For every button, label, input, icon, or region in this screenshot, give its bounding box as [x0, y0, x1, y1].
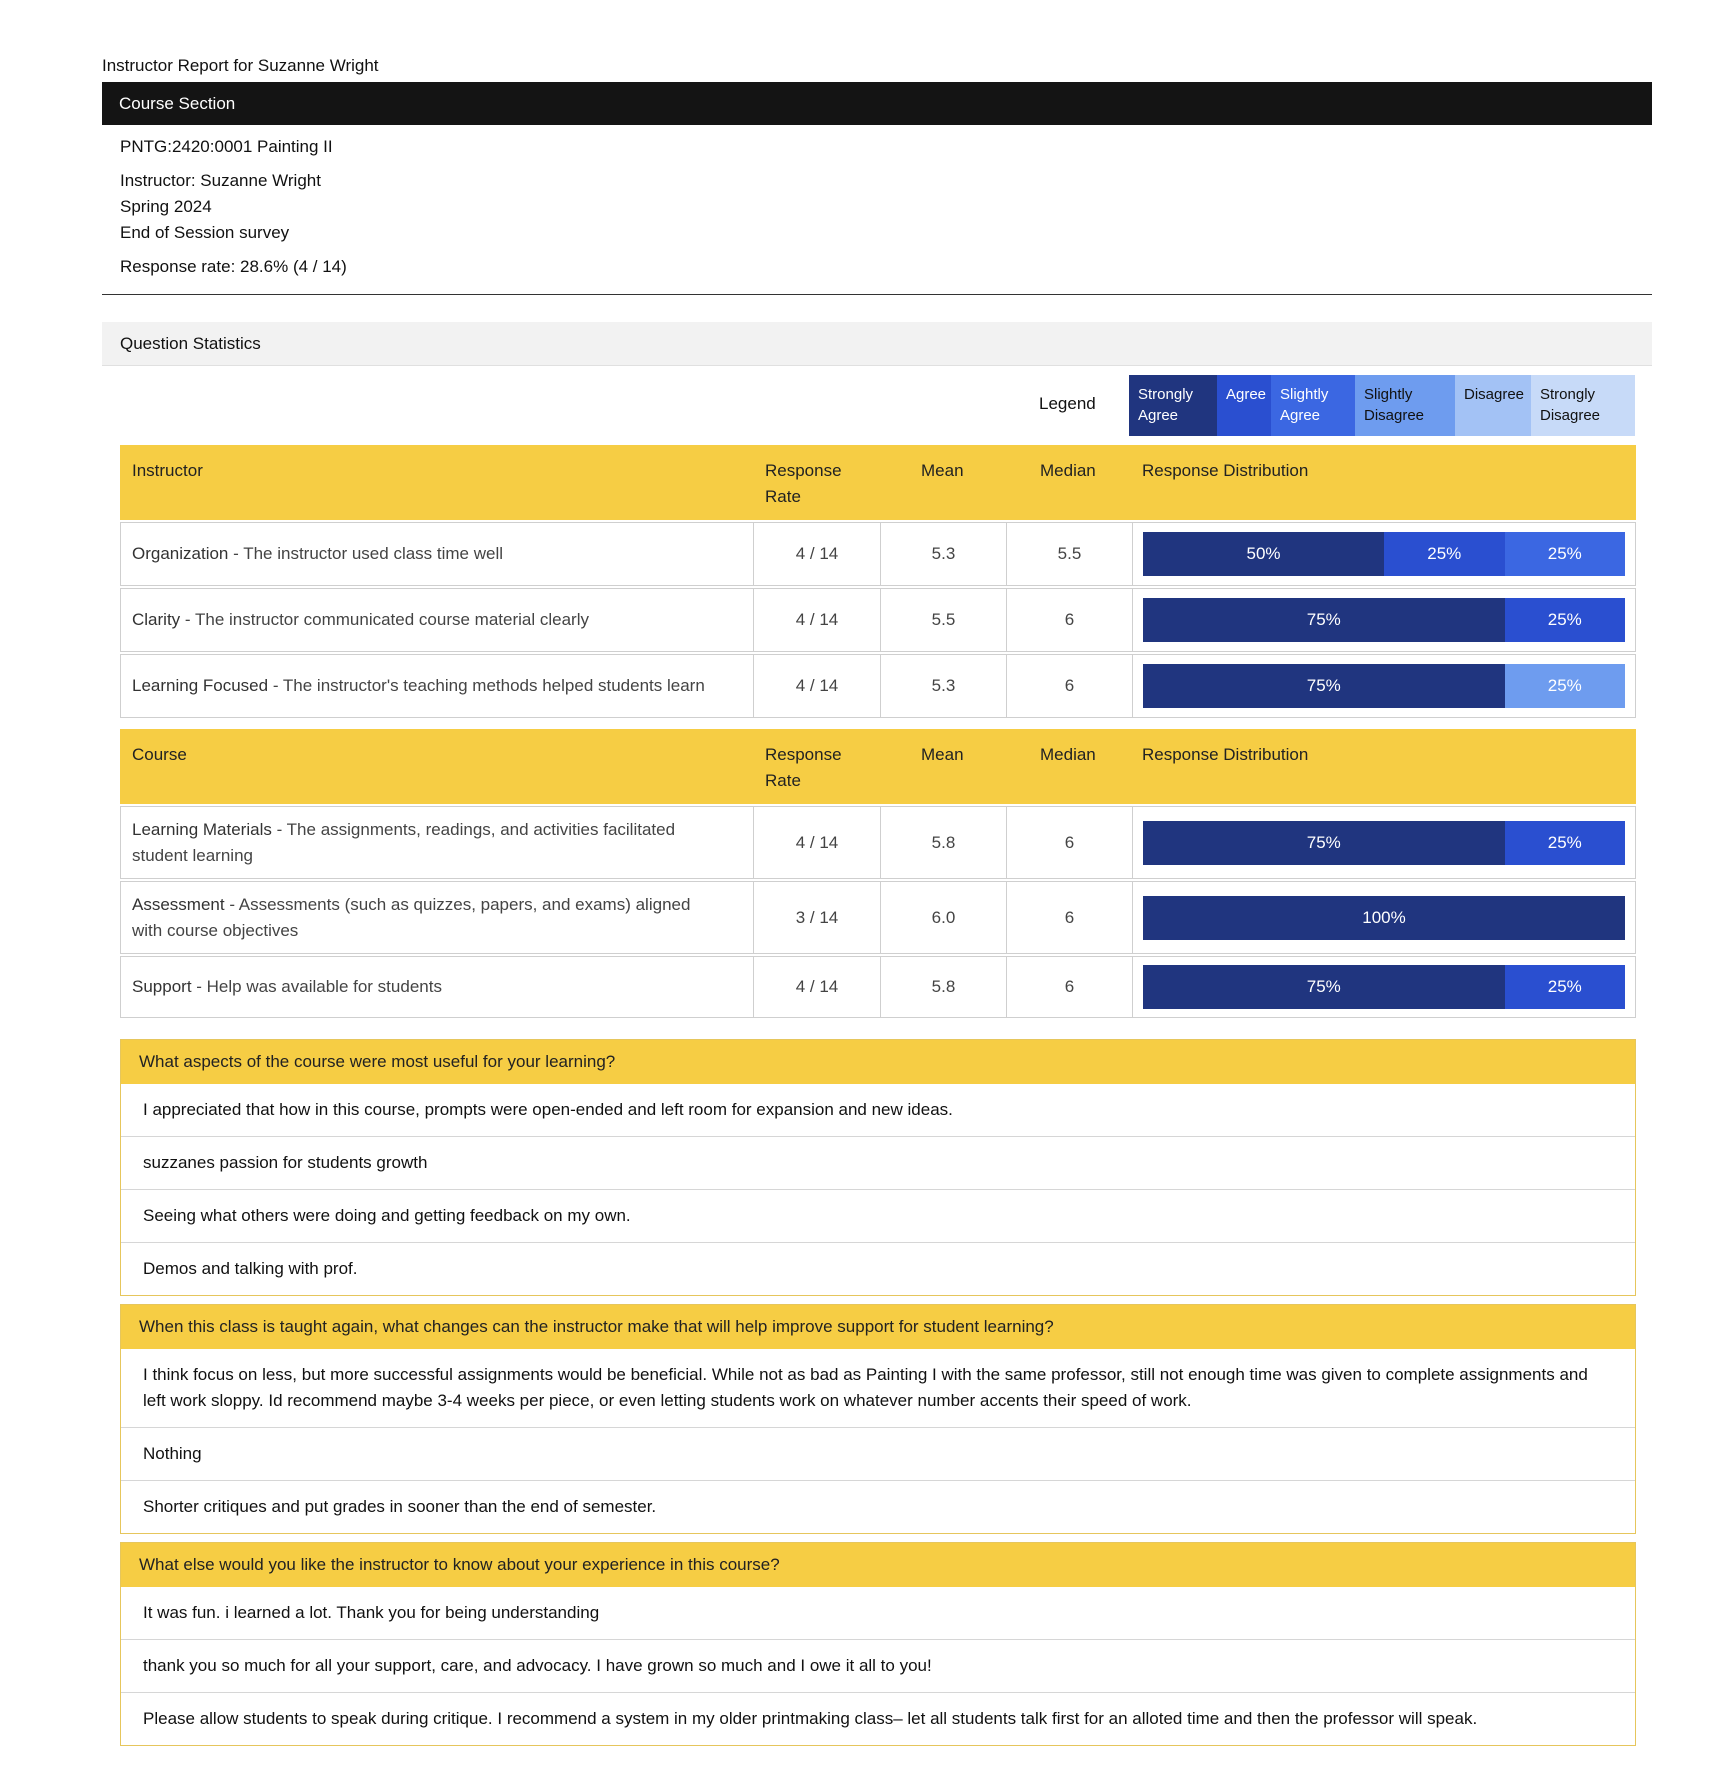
open-ended-response: Please allow students to speak during critique. I recommend a system in my older printmaking class– let all students talk first for an alloted time and then the professor will speak. — [121, 1692, 1635, 1745]
question-text — [132, 974, 442, 1000]
distribution-segment: 75% — [1143, 598, 1505, 642]
distribution-bar — [1143, 896, 1625, 940]
distribution-bar — [1143, 664, 1625, 708]
open-ended-question — [120, 1542, 1636, 1746]
open-ended-response: Seeing what others were doing and getting feedback on my own. — [121, 1189, 1635, 1242]
question-cell — [121, 957, 754, 1017]
column-header-line: Rate — [765, 771, 801, 790]
distribution-bar — [1143, 821, 1625, 865]
question-text — [132, 817, 722, 869]
divider — [102, 294, 1652, 295]
question-label: Learning Materials — [132, 819, 272, 839]
table-row — [120, 588, 1636, 652]
distribution-cell — [1133, 882, 1635, 953]
distribution-bar — [1143, 598, 1625, 642]
open-ended-response: It was fun. i learned a lot. Thank you for being understanding — [143, 1603, 600, 1622]
legend-item — [1217, 375, 1271, 436]
legend-item-label: Disagree — [1540, 407, 1601, 424]
distribution-segment: 25% — [1505, 598, 1626, 642]
question-separator: - — [228, 544, 244, 563]
legend-item — [1129, 375, 1217, 436]
distribution-segment: 100% — [1143, 896, 1625, 940]
open-ended-question — [120, 1304, 1636, 1534]
legend-item-label: Strongly — [1540, 386, 1596, 403]
column-header-line: Response — [765, 745, 842, 764]
question-label: Clarity — [132, 610, 181, 629]
course-section-header: Course Section — [102, 82, 1652, 125]
open-ended-response: thank you so much for all your support, care, and advocacy. I have grown so much and I owe it all to you! — [121, 1639, 1635, 1692]
table-header — [120, 729, 1636, 804]
open-ended-question-title: When this class is taught again, what changes can the instructor make that will help improve support for student learning? — [121, 1305, 1635, 1349]
question-separator: - — [191, 977, 207, 996]
mean-cell: 5.3 — [881, 523, 1007, 585]
question-cell — [121, 807, 754, 878]
table-row — [120, 881, 1636, 954]
open-ended-question — [120, 1039, 1636, 1296]
column-header-distribution: Response Distribution — [1142, 745, 1309, 764]
table-row — [120, 956, 1636, 1018]
table-row — [120, 806, 1636, 879]
open-ended-response: Shorter critiques and put grades in sooner than the end of semester. — [121, 1480, 1635, 1533]
response-rate: Response rate: 28.6% (4 / 14) — [120, 257, 347, 276]
column-header-mean: Mean — [921, 461, 964, 480]
open-ended-response: Demos and talking with prof. — [121, 1242, 1635, 1295]
term: Spring 2024 — [120, 197, 212, 216]
legend-item — [1271, 375, 1355, 436]
question-cell — [121, 882, 754, 953]
question-cell — [121, 523, 754, 585]
response-rate-cell: 3 / 14 — [754, 882, 881, 953]
question-label: Assessment — [132, 894, 225, 914]
mean-cell: 5.3 — [881, 655, 1007, 717]
question-label: Organization — [132, 544, 229, 563]
question-cell — [121, 589, 754, 651]
column-header-response-rate — [765, 458, 842, 510]
distribution-bar — [1143, 532, 1625, 576]
legend-item-label: Strongly — [1138, 386, 1194, 403]
distribution-segment: 75% — [1143, 965, 1505, 1009]
stats-table-instructor — [120, 445, 1636, 718]
question-label: Support — [132, 977, 192, 996]
column-header-mean: Mean — [921, 745, 964, 764]
open-ended-response: I think focus on less, but more successful assignments would be beneficial. While not as bad as Painting I with the same professor, still not enough time was given to complete assignments and left work sloppy. Id recommend maybe 3-4 weeks per piece, or even letting students work on whatever number accents their speed of work. — [143, 1365, 1588, 1410]
mean-cell: 5.8 — [881, 957, 1007, 1017]
question-text — [132, 892, 722, 944]
mean-cell: 6.0 — [881, 882, 1007, 953]
distribution-cell — [1133, 589, 1635, 651]
report-title: Instructor Report for Suzanne Wright — [102, 56, 379, 75]
stats-table-course — [120, 729, 1636, 1018]
response-rate-cell: 4 / 14 — [754, 957, 881, 1017]
column-header-question: Instructor — [132, 461, 203, 480]
question-separator: - — [224, 894, 239, 914]
legend-item-label: Disagree — [1364, 407, 1425, 424]
table-row — [120, 522, 1636, 586]
course-name: PNTG:2420:0001 Painting II — [120, 137, 333, 156]
question-separator: - — [180, 610, 195, 629]
distribution-cell — [1133, 807, 1635, 878]
legend-item — [1531, 375, 1635, 436]
legend-item-label: Disagree — [1464, 386, 1525, 403]
distribution-segment: 25% — [1505, 664, 1626, 708]
question-description: The instructor used class time well — [243, 544, 504, 563]
column-header-line: Rate — [765, 487, 801, 506]
legend-item-label: Slightly — [1364, 386, 1413, 403]
column-header-distribution: Response Distribution — [1142, 461, 1309, 480]
column-header-line: Response — [765, 461, 842, 480]
legend-item-label: Agree — [1226, 386, 1267, 403]
legend-item — [1455, 375, 1531, 436]
legend-label: Legend — [1039, 394, 1096, 413]
column-header-median: Median — [1040, 745, 1096, 764]
question-text — [132, 607, 589, 633]
column-header-question: Course — [132, 745, 187, 764]
question-description: The instructor's teaching methods helped students learn — [282, 676, 705, 695]
distribution-cell — [1133, 957, 1635, 1017]
legend-item-label: Slightly — [1280, 386, 1329, 403]
question-description: Assessments (such as quizzes, papers, and exams) aligned with course objectives — [132, 894, 691, 940]
open-ended-response: suzzanes passion for students growth — [121, 1136, 1635, 1189]
open-ended-response: I appreciated that how in this course, prompts were open-ended and left room for expansion and new ideas. — [143, 1100, 953, 1119]
median-cell: 6 — [1007, 655, 1133, 717]
distribution-segment: 25% — [1505, 532, 1626, 576]
median-cell: 6 — [1007, 882, 1133, 953]
response-rate-cell: 4 / 14 — [754, 655, 881, 717]
legend-item-label: Agree — [1138, 407, 1179, 424]
distribution-segment: 75% — [1143, 821, 1505, 865]
question-description: The assignments, readings, and activities facilitated student learning — [132, 819, 676, 865]
distribution-segment: 25% — [1384, 532, 1505, 576]
open-ended-question-title: What aspects of the course were most useful for your learning? — [121, 1040, 1635, 1084]
response-rate-cell: 4 / 14 — [754, 523, 881, 585]
distribution-segment: 50% — [1143, 532, 1384, 576]
question-cell — [121, 655, 754, 717]
instructor-name: Instructor: Suzanne Wright — [120, 171, 321, 190]
table-header — [120, 445, 1636, 520]
legend-item — [1355, 375, 1455, 436]
survey-name: End of Session survey — [120, 223, 290, 242]
mean-cell: 5.8 — [881, 807, 1007, 878]
distribution-segment: 75% — [1143, 664, 1505, 708]
distribution-segment: 25% — [1505, 965, 1626, 1009]
distribution-cell — [1133, 655, 1635, 717]
median-cell: 5.5 — [1007, 523, 1133, 585]
question-description: Help was available for students — [206, 977, 442, 996]
median-cell: 6 — [1007, 589, 1133, 651]
distribution-segment: 25% — [1505, 821, 1626, 865]
median-cell: 6 — [1007, 957, 1133, 1017]
response-rate-cell: 4 / 14 — [754, 589, 881, 651]
legend-item-label: Agree — [1280, 407, 1321, 424]
question-separator: - — [271, 819, 287, 839]
distribution-bar — [1143, 965, 1625, 1009]
distribution-cell — [1133, 523, 1635, 585]
question-statistics-header: Question Statistics — [102, 322, 1652, 366]
question-label: Learning Focused — [132, 676, 269, 695]
question-text — [132, 673, 705, 699]
response-rate-cell: 4 / 14 — [754, 807, 881, 878]
column-header-median: Median — [1040, 461, 1096, 480]
table-row — [120, 654, 1636, 718]
column-header-response-rate — [765, 742, 842, 794]
question-separator: - — [268, 676, 283, 695]
open-ended-response: Nothing — [121, 1427, 1635, 1480]
median-cell: 6 — [1007, 807, 1133, 878]
question-text — [132, 541, 503, 567]
legend — [1129, 375, 1635, 436]
open-ended-question-title: What else would you like the instructor to know about your experience in this course? — [121, 1543, 1635, 1587]
question-description: The instructor communicated course material clearly — [194, 610, 589, 629]
mean-cell: 5.5 — [881, 589, 1007, 651]
